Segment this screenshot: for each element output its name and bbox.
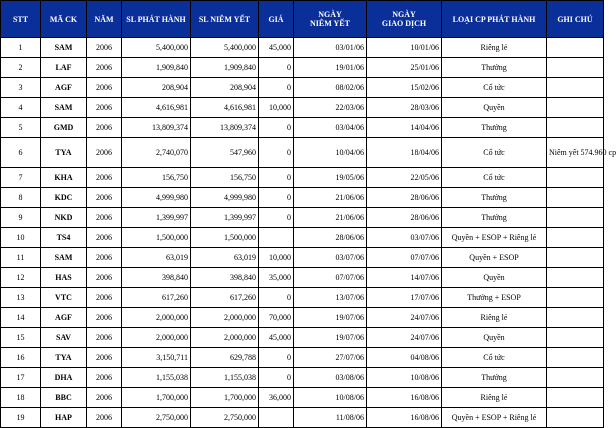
cell-stt: 4 xyxy=(1,98,41,118)
cell-sl-phat-hanh: 1,700,000 xyxy=(122,388,191,408)
cell-stt: 17 xyxy=(1,368,41,388)
cell-ma-ck: KDC xyxy=(41,188,87,208)
cell-ma-ck: DHA xyxy=(41,368,87,388)
cell-loai-cp: Quyền xyxy=(442,268,547,288)
table-row xyxy=(1,138,604,168)
cell-loai-cp: Thưởng xyxy=(442,58,547,78)
cell-ngay-giao-dich: 10/08/06 xyxy=(367,368,442,388)
cell-ngay-giao-dich: 25/01/06 xyxy=(367,58,442,78)
cell-sl-niem-yet: 547,960 xyxy=(191,138,259,168)
cell-ngay-niem-yet: 21/06/06 xyxy=(294,188,367,208)
table-row xyxy=(1,188,604,208)
header-nam: NĂM xyxy=(87,1,122,38)
cell-ma-ck: GMD xyxy=(41,118,87,138)
table-row xyxy=(1,248,604,268)
cell-loai-cp: Riêng lẻ xyxy=(442,38,547,58)
cell-sl-phat-hanh: 13,809,374 xyxy=(122,118,191,138)
cell-ngay-giao-dich: 17/07/06 xyxy=(367,288,442,308)
cell-sl-niem-yet: 1,155,038 xyxy=(191,368,259,388)
cell-nam: 2006 xyxy=(87,208,122,228)
cell-loai-cp: Quyền xyxy=(442,328,547,348)
cell-ma-ck: HAS xyxy=(41,268,87,288)
cell-ngay-niem-yet: 19/07/06 xyxy=(294,308,367,328)
cell-nam: 2006 xyxy=(87,38,122,58)
table-row xyxy=(1,368,604,388)
cell-nam: 2006 xyxy=(87,348,122,368)
cell-nam: 2006 xyxy=(87,188,122,208)
cell-ghi-chu xyxy=(547,308,604,328)
cell-loai-cp: Quyền + ESOP xyxy=(442,248,547,268)
cell-sl-niem-yet: 2,000,000 xyxy=(191,328,259,348)
cell-gia: 45,000 xyxy=(259,328,294,348)
cell-sl-phat-hanh: 3,150,711 xyxy=(122,348,191,368)
cell-sl-niem-yet: 63,019 xyxy=(191,248,259,268)
cell-ghi-chu xyxy=(547,348,604,368)
header-gia: GIÁ xyxy=(259,1,294,38)
cell-ma-ck: KHA xyxy=(41,168,87,188)
cell-stt: 2 xyxy=(1,58,41,78)
cell-ngay-niem-yet: 10/08/06 xyxy=(294,388,367,408)
cell-gia: 0 xyxy=(259,78,294,98)
cell-ngay-niem-yet: 08/02/06 xyxy=(294,78,367,98)
cell-sl-phat-hanh: 208,904 xyxy=(122,78,191,98)
cell-sl-niem-yet: 617,260 xyxy=(191,288,259,308)
cell-nam: 2006 xyxy=(87,388,122,408)
cell-sl-phat-hanh: 1,155,038 xyxy=(122,368,191,388)
cell-ngay-giao-dich: 18/04/06 xyxy=(367,138,442,168)
header-loai-cp: LOẠI CP PHÁT HÀNH xyxy=(442,1,547,38)
cell-nam: 2006 xyxy=(87,228,122,248)
header-row xyxy=(1,1,604,38)
cell-ngay-giao-dich: 28/06/06 xyxy=(367,208,442,228)
cell-ma-ck: AGF xyxy=(41,78,87,98)
cell-ngay-giao-dich: 16/08/06 xyxy=(367,388,442,408)
cell-gia: 0 xyxy=(259,208,294,228)
cell-sl-phat-hanh: 4,999,980 xyxy=(122,188,191,208)
cell-sl-niem-yet: 1,399,997 xyxy=(191,208,259,228)
cell-gia: 35,000 xyxy=(259,268,294,288)
table-body xyxy=(1,38,616,428)
cell-sl-niem-yet: 4,999,980 xyxy=(191,188,259,208)
cell-stt: 11 xyxy=(1,248,41,268)
table-row xyxy=(1,58,604,78)
cell-ghi-chu xyxy=(547,408,604,428)
cell-ghi-chu xyxy=(547,78,604,98)
cell-nam: 2006 xyxy=(87,168,122,188)
cell-sl-niem-yet: 2,000,000 xyxy=(191,308,259,328)
header-stt: STT xyxy=(1,1,41,38)
cell-gia: 0 xyxy=(259,188,294,208)
cell-ma-ck: VTC xyxy=(41,288,87,308)
cell-nam: 2006 xyxy=(87,138,122,168)
cell-sl-phat-hanh: 1,909,840 xyxy=(122,58,191,78)
cell-ngay-niem-yet: 19/07/06 xyxy=(294,328,367,348)
cell-nam: 2006 xyxy=(87,268,122,288)
cell-ngay-niem-yet: 10/04/06 xyxy=(294,138,367,168)
cell-ma-ck: BBC xyxy=(41,388,87,408)
cell-ngay-niem-yet: 19/05/06 xyxy=(294,168,367,188)
cell-nam: 2006 xyxy=(87,78,122,98)
cell-ngay-niem-yet: 03/04/06 xyxy=(294,118,367,138)
cell-stt: 9 xyxy=(1,208,41,228)
cell-stt: 1 xyxy=(1,38,41,58)
cell-gia: 0 xyxy=(259,118,294,138)
cell-loai-cp: Cổ tức xyxy=(442,168,547,188)
cell-ngay-niem-yet: 03/07/06 xyxy=(294,248,367,268)
cell-gia: 0 xyxy=(259,168,294,188)
cell-gia: 0 xyxy=(259,288,294,308)
cell-loai-cp: Riêng lẻ xyxy=(442,388,547,408)
cell-loai-cp: Cổ tức xyxy=(442,78,547,98)
cell-ma-ck: TS4 xyxy=(41,228,87,248)
cell-ma-ck: TYA xyxy=(41,348,87,368)
cell-stt: 13 xyxy=(1,288,41,308)
cell-nam: 2006 xyxy=(87,408,122,428)
cell-ma-ck: AGF xyxy=(41,308,87,328)
cell-ghi-chu xyxy=(547,208,604,228)
cell-ghi-chu xyxy=(547,168,604,188)
cell-ngay-giao-dich: 04/08/06 xyxy=(367,348,442,368)
cell-loai-cp: Quyền + ESOP + Riêng lẻ xyxy=(442,228,547,248)
cell-sl-phat-hanh: 2,750,000 xyxy=(122,408,191,428)
cell-gia xyxy=(259,408,294,428)
cell-stt: 7 xyxy=(1,168,41,188)
cell-loai-cp: Riêng lẻ xyxy=(442,308,547,328)
cell-sl-niem-yet: 4,616,981 xyxy=(191,98,259,118)
cell-sl-niem-yet: 156,750 xyxy=(191,168,259,188)
cell-stt: 18 xyxy=(1,388,41,408)
cell-loai-cp: Thưởng xyxy=(442,208,547,228)
cell-gia: 0 xyxy=(259,138,294,168)
cell-sl-phat-hanh: 63,019 xyxy=(122,248,191,268)
table-row xyxy=(1,288,604,308)
table-row xyxy=(1,348,604,368)
table-row xyxy=(1,328,604,348)
cell-gia: 10,000 xyxy=(259,98,294,118)
cell-nam: 2006 xyxy=(87,248,122,268)
cell-ngay-niem-yet: 21/06/06 xyxy=(294,208,367,228)
header-sl-phat-hanh: SL PHÁT HÀNH xyxy=(122,1,191,38)
table-row xyxy=(1,38,604,58)
header-ngay-niem-yet: NGÀY NIÊM YẾT xyxy=(294,1,367,38)
cell-ma-ck: SAV xyxy=(41,328,87,348)
cell-ghi-chu: Niêm yết 574.960 cp xyxy=(547,138,604,168)
cell-ghi-chu xyxy=(547,118,604,138)
cell-gia: 0 xyxy=(259,368,294,388)
cell-sl-phat-hanh: 1,399,997 xyxy=(122,208,191,228)
cell-stt: 3 xyxy=(1,78,41,98)
cell-ngay-niem-yet: 27/07/06 xyxy=(294,348,367,368)
cell-ngay-giao-dich: 07/07/06 xyxy=(367,248,442,268)
cell-sl-niem-yet: 1,909,840 xyxy=(191,58,259,78)
cell-loai-cp: Thưởng xyxy=(442,118,547,138)
cell-sl-phat-hanh: 2,000,000 xyxy=(122,308,191,328)
cell-nam: 2006 xyxy=(87,118,122,138)
cell-ma-ck: LAF xyxy=(41,58,87,78)
cell-stt: 5 xyxy=(1,118,41,138)
cell-ngay-niem-yet: 03/01/06 xyxy=(294,38,367,58)
cell-ngay-niem-yet: 07/07/06 xyxy=(294,268,367,288)
cell-ma-ck: HAP xyxy=(41,408,87,428)
cell-nam: 2006 xyxy=(87,288,122,308)
cell-ghi-chu xyxy=(547,248,604,268)
table-row xyxy=(1,98,604,118)
cell-gia: 10,000 xyxy=(259,248,294,268)
cell-gia xyxy=(259,228,294,248)
cell-ghi-chu xyxy=(547,58,604,78)
cell-ngay-niem-yet: 19/01/06 xyxy=(294,58,367,78)
table-row xyxy=(1,308,604,328)
cell-ngay-giao-dich: 24/07/06 xyxy=(367,308,442,328)
cell-sl-niem-yet: 1,500,000 xyxy=(191,228,259,248)
cell-loai-cp: Cổ tức xyxy=(442,348,547,368)
cell-stt: 8 xyxy=(1,188,41,208)
cell-nam: 2006 xyxy=(87,368,122,388)
cell-ngay-giao-dich: 14/04/06 xyxy=(367,118,442,138)
cell-stt: 10 xyxy=(1,228,41,248)
cell-stt: 6 xyxy=(1,138,41,168)
cell-ngay-giao-dich: 24/07/06 xyxy=(367,328,442,348)
header-ngay-giao-dich: NGÀY GIAO DỊCH xyxy=(367,1,442,38)
cell-ngay-giao-dich: 16/08/06 xyxy=(367,408,442,428)
table-row xyxy=(1,268,604,288)
cell-sl-phat-hanh: 2,740,070 xyxy=(122,138,191,168)
cell-ngay-niem-yet: 28/06/06 xyxy=(294,228,367,248)
table-row xyxy=(1,388,604,408)
cell-sl-phat-hanh: 156,750 xyxy=(122,168,191,188)
cell-sl-niem-yet: 2,750,000 xyxy=(191,408,259,428)
cell-gia: 0 xyxy=(259,348,294,368)
cell-nam: 2006 xyxy=(87,328,122,348)
cell-ma-ck: SAM xyxy=(41,98,87,118)
cell-gia: 0 xyxy=(259,58,294,78)
cell-ngay-niem-yet: 03/08/06 xyxy=(294,368,367,388)
cell-loai-cp: Thưởng + ESOP xyxy=(442,288,547,308)
cell-sl-niem-yet: 5,400,000 xyxy=(191,38,259,58)
cell-nam: 2006 xyxy=(87,58,122,78)
header-sl-niem-yet: SL NIÊM YẾT xyxy=(191,1,259,38)
cell-nam: 2006 xyxy=(87,308,122,328)
header-ghi-chu: GHI CHÚ xyxy=(547,1,604,38)
cell-ma-ck: SAM xyxy=(41,38,87,58)
cell-loai-cp: Thưởng xyxy=(442,188,547,208)
cell-ghi-chu xyxy=(547,98,604,118)
cell-gia: 70,000 xyxy=(259,308,294,328)
table-row xyxy=(1,228,604,248)
cell-loai-cp: Thưởng xyxy=(442,368,547,388)
cell-ngay-giao-dich: 15/02/06 xyxy=(367,78,442,98)
cell-ngay-giao-dich: 10/01/06 xyxy=(367,38,442,58)
cell-ngay-giao-dich: 22/05/06 xyxy=(367,168,442,188)
cell-ngay-giao-dich: 28/06/06 xyxy=(367,188,442,208)
table-row xyxy=(1,78,604,98)
cell-ngay-giao-dich: 28/03/06 xyxy=(367,98,442,118)
cell-sl-phat-hanh: 617,260 xyxy=(122,288,191,308)
cell-sl-phat-hanh: 1,500,000 xyxy=(122,228,191,248)
cell-nam: 2006 xyxy=(87,98,122,118)
cell-sl-niem-yet: 398,840 xyxy=(191,268,259,288)
cell-ngay-niem-yet: 11/08/06 xyxy=(294,408,367,428)
cell-sl-phat-hanh: 5,400,000 xyxy=(122,38,191,58)
cell-ngay-niem-yet: 22/03/06 xyxy=(294,98,367,118)
cell-sl-niem-yet: 13,809,374 xyxy=(191,118,259,138)
cell-loai-cp: Quyền xyxy=(442,98,547,118)
cell-stt: 16 xyxy=(1,348,41,368)
cell-stt: 19 xyxy=(1,408,41,428)
cell-loai-cp: Quyền + ESOP + Riêng lẻ xyxy=(442,408,547,428)
cell-loai-cp: Cổ tức xyxy=(442,138,547,168)
table-row xyxy=(1,118,604,138)
cell-sl-phat-hanh: 398,840 xyxy=(122,268,191,288)
cell-ghi-chu xyxy=(547,288,604,308)
table-row xyxy=(1,208,604,228)
cell-ngay-giao-dich: 14/07/06 xyxy=(367,268,442,288)
cell-stt: 14 xyxy=(1,308,41,328)
cell-ma-ck: TYA xyxy=(41,138,87,168)
cell-ghi-chu xyxy=(547,228,604,248)
table-row xyxy=(1,408,604,428)
cell-sl-phat-hanh: 2,000,000 xyxy=(122,328,191,348)
cell-ghi-chu xyxy=(547,268,604,288)
cell-ngay-giao-dich: 03/07/06 xyxy=(367,228,442,248)
cell-sl-niem-yet: 629,788 xyxy=(191,348,259,368)
cell-stt: 15 xyxy=(1,328,41,348)
cell-sl-niem-yet: 1,700,000 xyxy=(191,388,259,408)
cell-sl-phat-hanh: 4,616,981 xyxy=(122,98,191,118)
cell-ghi-chu xyxy=(547,388,604,408)
header-ma-ck: MÃ CK xyxy=(41,1,87,38)
cell-ghi-chu xyxy=(547,188,604,208)
table-row xyxy=(1,168,604,188)
cell-ghi-chu xyxy=(547,328,604,348)
cell-ngay-niem-yet: 13/07/06 xyxy=(294,288,367,308)
cell-ma-ck: NKD xyxy=(41,208,87,228)
cell-ma-ck: SAM xyxy=(41,248,87,268)
cell-gia: 36,000 xyxy=(259,388,294,408)
cell-stt: 12 xyxy=(1,268,41,288)
cell-ghi-chu xyxy=(547,368,604,388)
cell-gia: 45,000 xyxy=(259,38,294,58)
cell-sl-niem-yet: 208,904 xyxy=(191,78,259,98)
cell-ghi-chu xyxy=(547,38,604,58)
